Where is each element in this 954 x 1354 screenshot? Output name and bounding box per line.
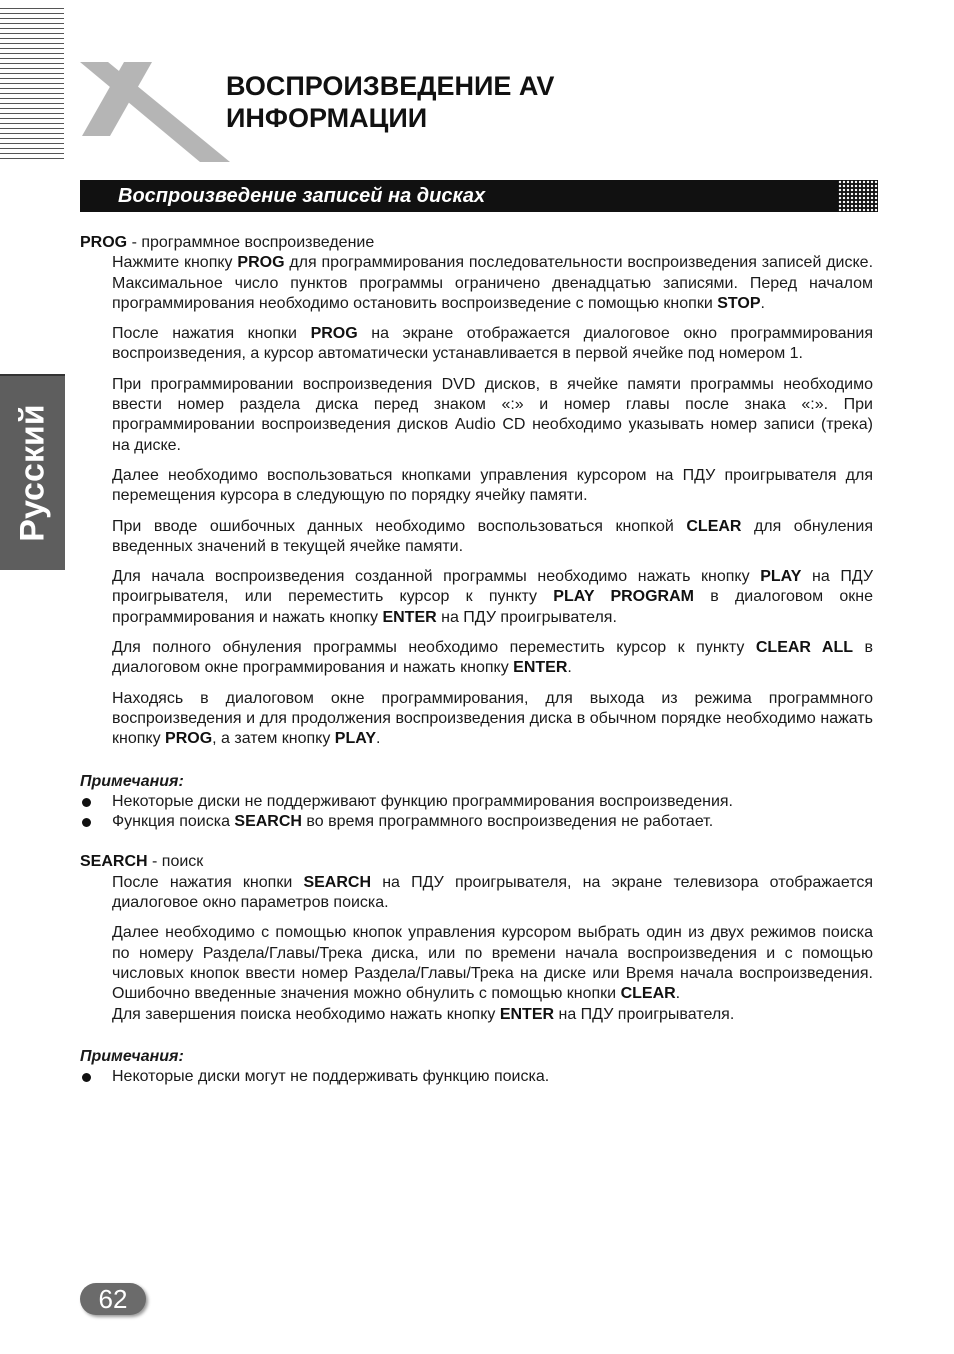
prog-paragraph-6: Для начала воспроизведения созданной программы необходимо нажать кнопку PLAY на ПДУ проигрывателя, или переместить курсор к пункту PLAY PROGRAM в диалоговом окне программирования и нажать кнопку ENTER на ПДУ проигрывателя. (112, 568, 874, 626)
main-content (80, 233, 873, 1087)
bullet-dot-icon (82, 1073, 91, 1082)
page-title-line1: ВОСПРОИЗВЕДЕНИЕ AV (226, 71, 555, 101)
search-heading (80, 852, 873, 872)
note-item-2: Функция поиска SEARCH во время программного воспроизведения не работает. (80, 812, 873, 832)
x-logo-icon (80, 62, 230, 162)
section-title: Воспроизведение записей на дисках (118, 185, 486, 207)
page-title (226, 70, 554, 134)
prog-paragraph-1: Нажмите кнопку PROG для программирования последовательности воспроизведения записей диске. Максимальное число пунктов программы ограничено двенадцатью записями. Перед началом программирования необходимо остановить воспроизведение с помощью кнопки STOP. (112, 254, 874, 312)
page-number-badge: 62 (80, 1283, 146, 1315)
language-label: Русский (13, 404, 51, 542)
bullet-dot-icon (82, 798, 91, 807)
note-item-3: Некоторые диски могут не поддерживать функцию поиска. (80, 1067, 873, 1087)
search-paragraph-3: Для завершения поиска необходимо нажать кнопку ENTER на ПДУ проигрывателя. (112, 1005, 735, 1023)
prog-heading (80, 233, 873, 253)
notes-title-2: Примечания: (80, 1047, 184, 1065)
search-key: SEARCH (80, 853, 148, 871)
note-item-1: Некоторые диски не поддерживают функцию программирования воспроизведения. (80, 792, 873, 812)
prog-desc: - программное воспроизведение (127, 234, 375, 251)
search-paragraph-2: Далее необходимо с помощью кнопок управления курсором выбрать один из двух режимов поиска по номеру Раздела/Главы/Трека диска, или по времени начала воспроизведения и с помощью числовых кнопок ввести номер Раздела/Главы/Трека на диске или Время начала воспроизведения. Ошибочно введенные значения можно обнулить с помощью кнопки CLEAR. (112, 924, 873, 1003)
search-desc: - поиск (147, 853, 204, 871)
prog-paragraph-5: При вводе ошибочных данных необходимо воспользоваться кнопкой CLEAR для обнуления введенных значений в текущей ячейке памяти. (112, 517, 873, 555)
dot-pattern-decoration (838, 180, 878, 212)
header-stripes (0, 8, 64, 160)
prog-key: PROG (80, 234, 128, 251)
prog-paragraph-3: При программировании воспроизведения DVD дисков, в ячейке памяти программы необходимо ввести номер раздела диска перед знаком «:» и номер главы после знака «:». При программировании воспроизведения дисков Audio CD необходимо указывать номер записи (трека) на диске. (112, 375, 873, 454)
prog-paragraph-8: Находясь в диалоговом окне программирования, для выхода из режима программного воспроизведения и для продолжения воспроизведения диска в обычном порядке необходимо нажать кнопку PROG, а затем кнопку PLAY. (112, 689, 873, 748)
language-side-tab (0, 374, 65, 570)
section-header-bar (80, 180, 878, 212)
notes-title-1: Примечания: (80, 772, 184, 790)
prog-paragraph-7: Для полного обнуления программы необходимо переместить курсор к пункту CLEAR ALL в диалоговом окне программирования и нажать кнопку ENTER. (112, 639, 874, 677)
prog-paragraph-2: После нажатия кнопки PROG на экране отображается диалоговое окно программирования воспроизведения, а курсор автоматически устанавливается в первой ячейке под номером 1. (112, 325, 874, 363)
bullet-dot-icon (82, 818, 91, 827)
search-paragraph-1: После нажатия кнопки SEARCH на ПДУ проигрывателя, на экране телевизора отображается диалоговое окно параметров поиска. (112, 873, 874, 912)
prog-paragraph-4: Далее необходимо воспользоваться кнопками управления курсором на ПДУ проигрывателя для перемещения курсора в следующую по порядку ячейку памяти. (112, 466, 873, 505)
page-title-line2: ИНФОРМАЦИИ (226, 103, 428, 133)
